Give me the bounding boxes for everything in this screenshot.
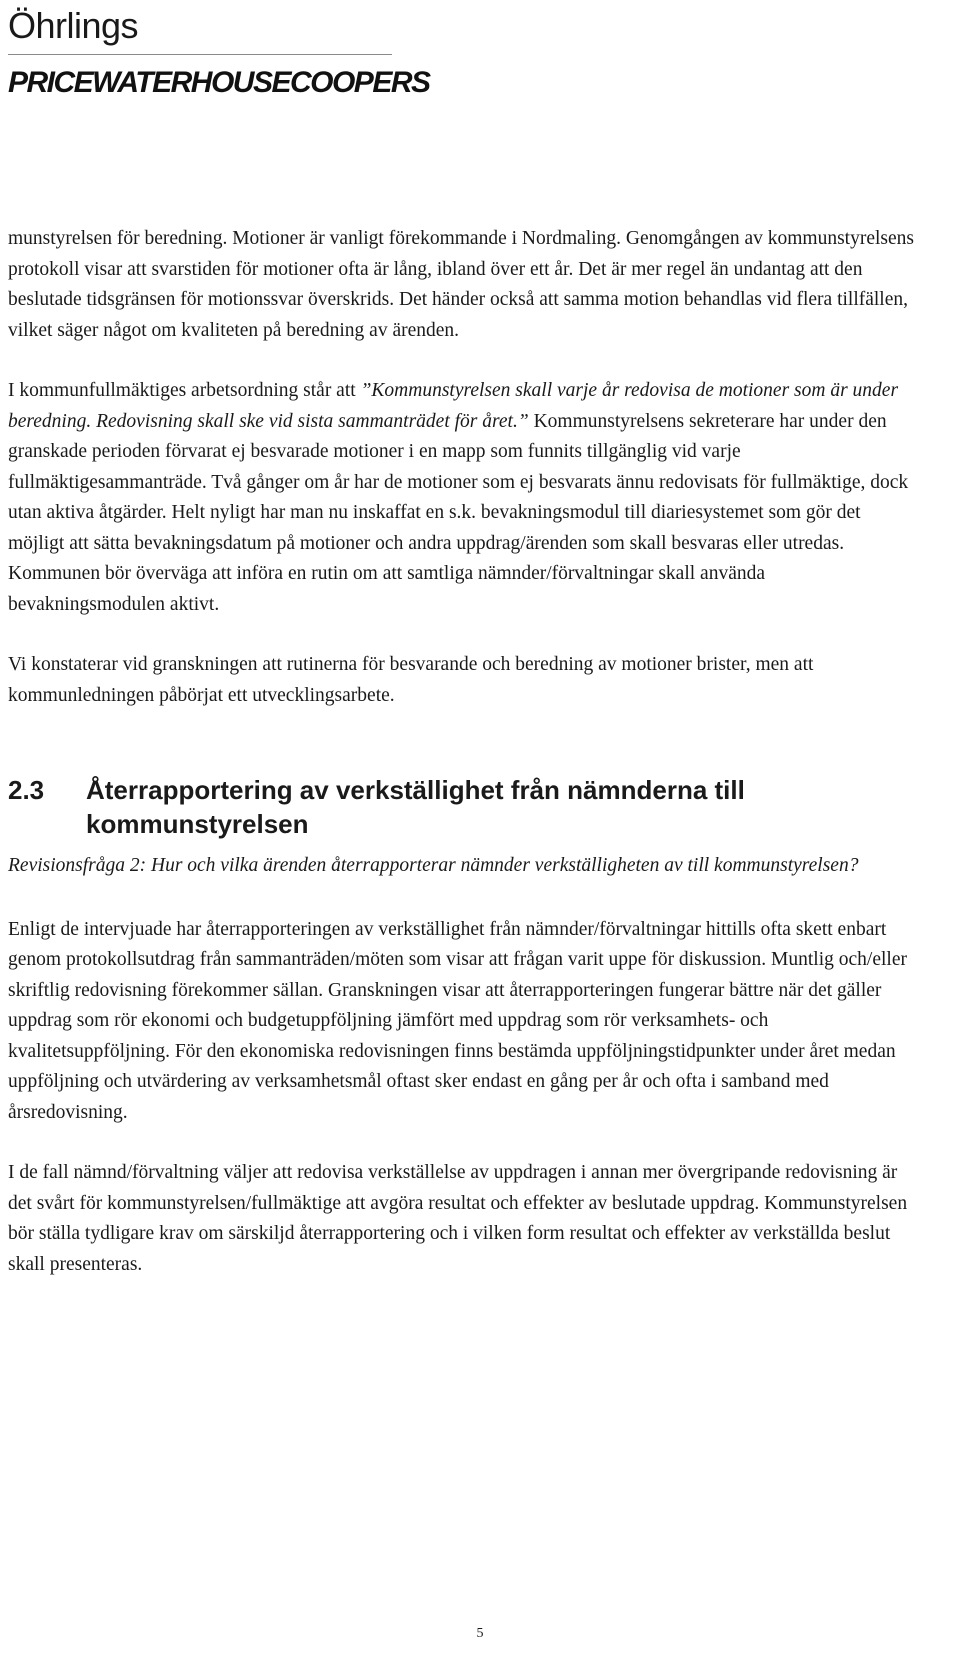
paragraph-work-order-intro: I kommunfullmäktiges arbetsordning står att [8,380,361,401]
revision-question: Revisionsfråga 2: Hur och vilka ärenden återrapporterar nämnder verkställigheten av till kommunstyrelsen? [8,855,859,876]
paragraph-motions-delay: munstyrelsen för beredning. Motioner är vanligt förekommande i Nordmaling. Genomgången av kommunstyrelsens protokoll visar att svarstiden för motioner ofta är lång, ibland över ett år. Det är mer regel än undantag att den beslutade tidsgränsen för motionssvar överskrids. Det händer också att samma motion behandlas vid flera tillfällen, vilket säger något om kvaliteten på beredning av ärenden. [8,228,914,341]
paragraph-work-order-rest: Kommunstyrelsens sekreterare har under den granskade perioden förvarat ej besvarade motioner i en mapp som funnits tillgänglig vid varje fullmäktigesammanträde. Två gånger om år har de motioner som ej besvarats ännu redovisats för fullmäktige, dock utan aktiva åtgärder. Helt nyligt har man nu inskaffat en s.k. bevakningsmodul till diariesystemet som gör det möjligt att sätta bevakningsdatum på motioner och andra uppdrag/ärenden som skall besvaras eller utredas. Kommunen bör överväga att införa en rutin om att samtliga nämnder/förvaltningar skall använda bevakningsmodulen aktivt. [8,410,909,615]
brand-logo [8,63,430,103]
paragraph-conclusion: Vi konstaterar vid granskningen att rutinerna för besvarande och beredning av motioner brister, men att kommunledningen påbörjat ett utvecklingsarbete. [8,654,814,706]
quote-work-order: ”Kommunstyrelsen skall varje år redovisa de motioner som är under beredning. Redovisning skall ske vid sista sammanträdet för året.” [8,380,899,432]
section-number: 2.3 [8,775,45,805]
brand-ohrlings: Öhrlings [8,5,139,46]
paragraph-recommendation: I de fall nämnd/förvaltning väljer att redovisa verkställelse av uppdragen i annan mer övergripande redovisning är det svårt för kommunstyrelsen/fullmäktige att avgöra resultat och effekter av beslutade uppdrag. Kommunstyrelsen bör ställa tydligare krav om särskiljd återrapportering och i vilken form resultat och effekter av verkställda beslut skall presenteras. [8,1162,908,1275]
document-body [8,224,918,1280]
page-header [8,4,430,103]
paragraph-work-order [8,376,918,620]
header-divider [8,54,392,55]
paragraph-reporting: Enligt de intervjuade har återrapporteringen av verkställighet från nämnder/förvaltningar hittills ofta skett enbart genom protokollsutdrag från sammanträden/möten som visar att frågan varit uppe för diskussion. Muntlig och/eller skriftlig redovisning förekommer sällan. Granskningen visar att återrapporteringen fungerar bättre när det gäller uppdrag som rör ekonomi och budgetuppföljning jämfört med uppdrag som rör verksamhets- och kvalitetsuppföljning. För den ekonomiska redovisningen finns bestämda uppföljningstidpunkter under året medan uppföljning och utvärdering av verksamhetsmål oftast sker endast en gång per år och ofta i samband med årsredovisning. [8,918,907,1123]
brand-pricewaterhousecoopers: PRICEWATERHOUSECOOPERS [8,66,430,99]
page-number: 5 [476,1626,484,1641]
section-heading [8,773,918,841]
section-title: Återrapportering av verkställighet från nämnderna till kommunstyrelsen [86,775,745,839]
